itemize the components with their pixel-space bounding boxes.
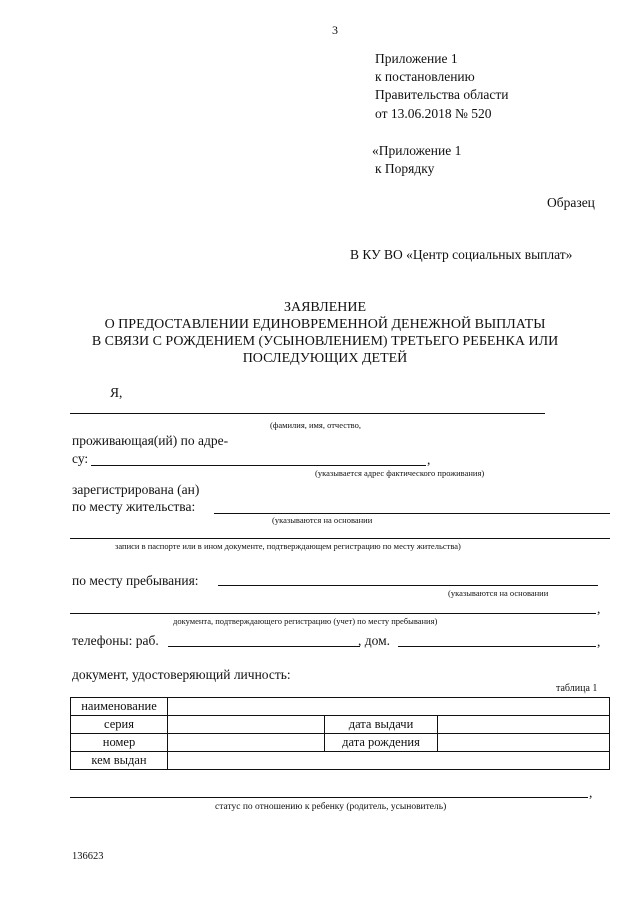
residing-label-2: су: (72, 451, 89, 466)
sample-label: Образец (547, 195, 595, 210)
issue-date-value-cell[interactable] (438, 716, 610, 734)
number-value-cell[interactable] (168, 734, 325, 752)
address-hint: (указывается адрес фактического проживания) (315, 468, 485, 478)
birth-date-cell: дата рождения (325, 734, 438, 752)
appendix-order-block (372, 142, 461, 178)
comma: , (597, 601, 601, 616)
issued-by-value-cell[interactable] (168, 752, 610, 770)
table-row (71, 734, 610, 752)
appendix-order-line: «Приложение 1 (372, 143, 462, 158)
phones-label: телефоны: раб. (72, 633, 159, 648)
table-row (71, 752, 610, 770)
appendix-line: Приложение 1 (375, 51, 458, 66)
stay-label: по месту пребывания: (72, 573, 199, 588)
stay-doc-hint: документа, подтверждающего регистрацию (учет) по месту пребывания) (173, 616, 438, 626)
series-cell: серия (71, 716, 168, 734)
appendix-line: Правительства области (375, 87, 509, 103)
appendix-line: к постановлению (375, 69, 475, 85)
document-title (60, 299, 590, 367)
registration-line-2[interactable] (70, 538, 610, 539)
issue-date-cell: дата выдачи (325, 716, 438, 734)
work-phone-line[interactable] (168, 646, 360, 647)
status-line[interactable] (70, 797, 588, 798)
registration-line[interactable] (214, 513, 610, 514)
identity-doc-label: документ, удостоверяющий личность: (72, 667, 291, 682)
comma: , (589, 785, 593, 800)
basis-hint: (указываются на основании (272, 515, 373, 525)
stay-line-2[interactable] (70, 613, 596, 614)
table-row (71, 698, 610, 716)
ya-label: Я, (110, 385, 123, 400)
addressee: В КУ ВО «Центр социальных выплат» (350, 247, 573, 262)
table-row (71, 716, 610, 734)
title-line: ПОСЛЕДУЮЩИХ ДЕТЕЙ (242, 351, 408, 366)
home-phone-line[interactable] (398, 646, 596, 647)
address-line[interactable] (91, 465, 426, 466)
series-value-cell[interactable] (168, 716, 325, 734)
stay-line[interactable] (218, 585, 598, 586)
identity-doc-table (70, 697, 610, 770)
title-line: ЗАЯВЛЕНИЕ (283, 300, 367, 315)
appendix-block (375, 50, 508, 123)
name-cell: наименование (71, 698, 168, 716)
title-line: В СВЯЗИ С РОЖДЕНИЕМ (УСЫНОВЛЕНИЕМ) ТРЕТЬЕГО РЕБЕНКА ИЛИ (91, 334, 559, 349)
number-cell: номер (71, 734, 168, 752)
passport-hint: записи в паспорте или в ином документе, подтверждающем регистрацию по месту жительства) (115, 541, 461, 551)
fio-hint: (фамилия, имя, отчество, (270, 420, 362, 430)
table-caption: таблица 1 (556, 683, 598, 694)
registered-label: зарегистрирована (ан) (72, 482, 200, 497)
fio-line[interactable] (70, 413, 545, 414)
issued-by-cell: кем выдан (71, 752, 168, 770)
title-line: О ПРЕДОСТАВЛЕНИИ ЕДИНОВРЕМЕННОЙ ДЕНЕЖНОЙ ВЫПЛАТЫ (104, 317, 546, 332)
registered-label-2: по месту жительства: (72, 499, 196, 514)
page-number: 3 (332, 23, 338, 37)
stay-basis-hint: (указываются на основании (448, 588, 549, 598)
residing-label: проживающая(ий) по адре- (72, 433, 229, 448)
appendix-line: от 13.06.2018 № 520 (375, 105, 492, 121)
comma: , (427, 452, 431, 467)
comma: , (597, 634, 601, 649)
status-hint: статус по отношению к ребенку (родитель, усыновитель) (215, 802, 447, 812)
footer-code: 136623 (72, 851, 104, 862)
home-label: , дом. (358, 633, 391, 648)
appendix-order-line: к Порядку (375, 161, 435, 177)
birth-date-value-cell[interactable] (438, 734, 610, 752)
name-value-cell[interactable] (168, 698, 610, 716)
